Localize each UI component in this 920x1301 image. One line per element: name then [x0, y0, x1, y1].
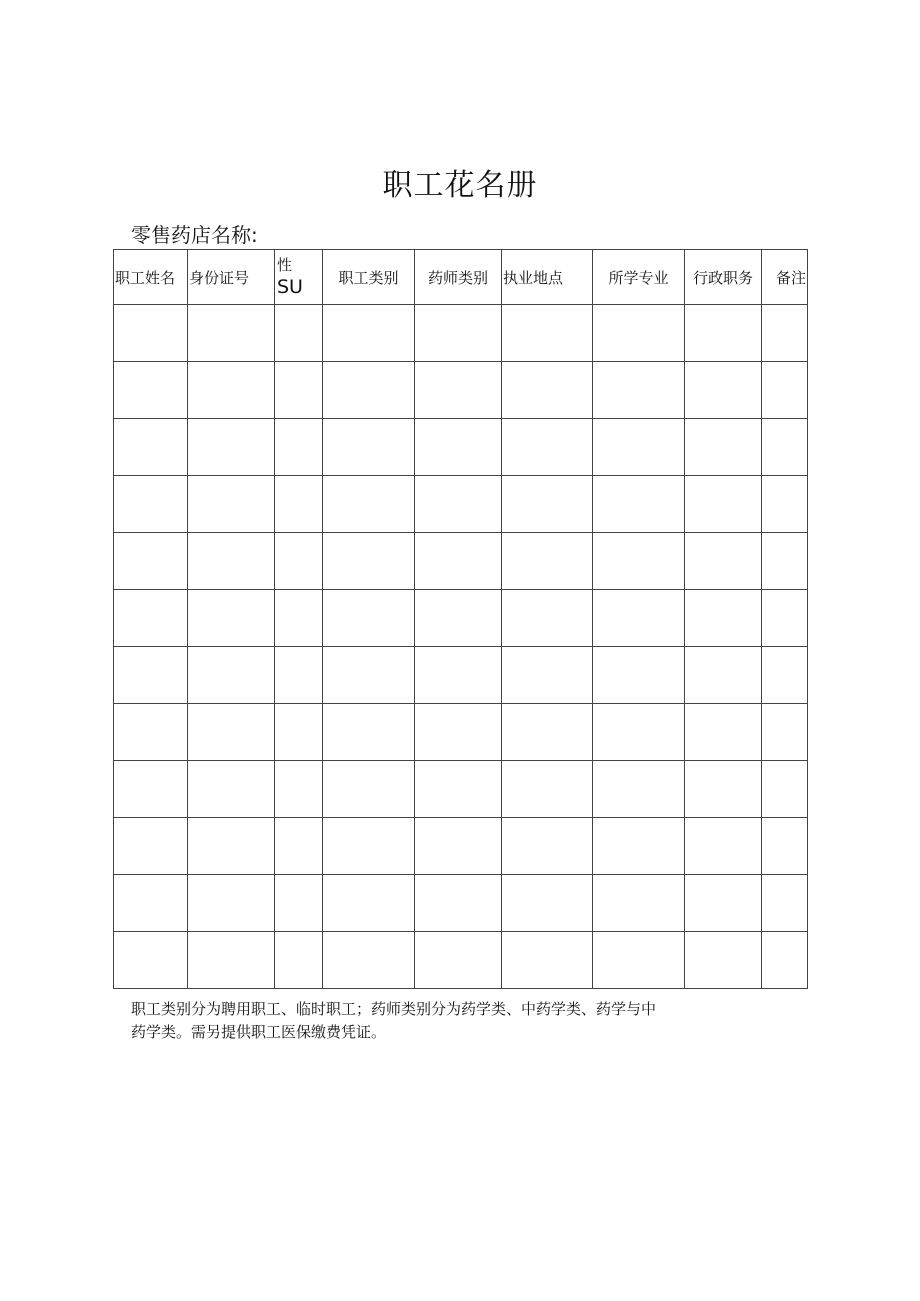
- col-header-id-number: 身份证号: [188, 250, 275, 305]
- cell-id-number[interactable]: [188, 305, 275, 362]
- table-row: [114, 419, 808, 476]
- cell-id-number[interactable]: [188, 761, 275, 818]
- cell-admin-position[interactable]: [685, 533, 762, 590]
- cell-major[interactable]: [593, 419, 685, 476]
- col-header-pharmacist-type: 药师类别: [415, 250, 502, 305]
- cell-name[interactable]: [114, 875, 188, 932]
- cell-gender[interactable]: [275, 875, 323, 932]
- cell-staff-type[interactable]: [323, 305, 415, 362]
- cell-pharmacist-type[interactable]: [415, 476, 502, 533]
- cell-major[interactable]: [593, 761, 685, 818]
- cell-remarks[interactable]: [762, 932, 808, 989]
- cell-gender[interactable]: [275, 590, 323, 647]
- cell-practice-location[interactable]: [502, 647, 593, 704]
- cell-remarks[interactable]: [762, 533, 808, 590]
- cell-major[interactable]: [593, 305, 685, 362]
- cell-remarks[interactable]: [762, 818, 808, 875]
- table-row: [114, 533, 808, 590]
- cell-gender[interactable]: [275, 533, 323, 590]
- cell-name[interactable]: [114, 704, 188, 761]
- cell-gender[interactable]: [275, 362, 323, 419]
- cell-major[interactable]: [593, 932, 685, 989]
- cell-staff-type[interactable]: [323, 647, 415, 704]
- cell-gender[interactable]: [275, 647, 323, 704]
- table-row: [114, 704, 808, 761]
- cell-id-number[interactable]: [188, 590, 275, 647]
- cell-admin-position[interactable]: [685, 704, 762, 761]
- cell-practice-location[interactable]: [502, 932, 593, 989]
- cell-id-number[interactable]: [188, 419, 275, 476]
- cell-admin-position[interactable]: [685, 362, 762, 419]
- cell-name[interactable]: [114, 818, 188, 875]
- table-row: [114, 932, 808, 989]
- col-header-gender-top: 性: [277, 256, 293, 274]
- cell-major[interactable]: [593, 533, 685, 590]
- cell-pharmacist-type[interactable]: [415, 362, 502, 419]
- cell-pharmacist-type[interactable]: [415, 590, 502, 647]
- table-header-row: [114, 250, 808, 305]
- cell-id-number[interactable]: [188, 533, 275, 590]
- cell-staff-type[interactable]: [323, 590, 415, 647]
- cell-name[interactable]: [114, 533, 188, 590]
- table-row: [114, 761, 808, 818]
- cell-id-number[interactable]: [188, 647, 275, 704]
- table-row: [114, 476, 808, 533]
- cell-admin-position[interactable]: [685, 476, 762, 533]
- cell-remarks[interactable]: [762, 704, 808, 761]
- cell-practice-location[interactable]: [502, 704, 593, 761]
- cell-admin-position[interactable]: [685, 419, 762, 476]
- cell-admin-position[interactable]: [685, 932, 762, 989]
- table-row: [114, 305, 808, 362]
- cell-major[interactable]: [593, 362, 685, 419]
- cell-major[interactable]: [593, 647, 685, 704]
- cell-major[interactable]: [593, 704, 685, 761]
- col-header-remarks: 备注: [762, 250, 808, 305]
- cell-major[interactable]: [593, 476, 685, 533]
- cell-admin-position[interactable]: [685, 818, 762, 875]
- cell-gender[interactable]: [275, 761, 323, 818]
- cell-pharmacist-type[interactable]: [415, 932, 502, 989]
- col-header-name: 职工姓名: [114, 250, 188, 305]
- cell-pharmacist-type[interactable]: [415, 533, 502, 590]
- cell-gender[interactable]: [275, 818, 323, 875]
- cell-id-number[interactable]: [188, 932, 275, 989]
- cell-pharmacist-type[interactable]: [415, 305, 502, 362]
- cell-admin-position[interactable]: [685, 761, 762, 818]
- cell-practice-location[interactable]: [502, 875, 593, 932]
- cell-staff-type[interactable]: [323, 761, 415, 818]
- cell-name[interactable]: [114, 419, 188, 476]
- col-header-gender-bottom: SU: [277, 276, 303, 298]
- footnote-line-2: 药学类。需另提供职工医保缴费凭证。: [131, 1023, 387, 1041]
- cell-admin-position[interactable]: [685, 590, 762, 647]
- cell-pharmacist-type[interactable]: [415, 875, 502, 932]
- table-row: [114, 590, 808, 647]
- cell-staff-type[interactable]: [323, 362, 415, 419]
- cell-gender[interactable]: [275, 932, 323, 989]
- cell-id-number[interactable]: [188, 875, 275, 932]
- cell-staff-type[interactable]: [323, 533, 415, 590]
- cell-practice-location[interactable]: [502, 362, 593, 419]
- cell-staff-type[interactable]: [323, 419, 415, 476]
- cell-staff-type[interactable]: [323, 704, 415, 761]
- table-body: [114, 305, 808, 989]
- cell-remarks[interactable]: [762, 875, 808, 932]
- cell-name[interactable]: [114, 362, 188, 419]
- cell-pharmacist-type[interactable]: [415, 818, 502, 875]
- table-row: [114, 647, 808, 704]
- cell-name[interactable]: [114, 761, 188, 818]
- cell-admin-position[interactable]: [685, 875, 762, 932]
- cell-gender[interactable]: [275, 419, 323, 476]
- staff-roster-table: [113, 249, 808, 989]
- col-header-admin-position: 行政职务: [685, 250, 762, 305]
- cell-major[interactable]: [593, 590, 685, 647]
- cell-staff-type[interactable]: [323, 818, 415, 875]
- cell-staff-type[interactable]: [323, 875, 415, 932]
- cell-practice-location[interactable]: [502, 419, 593, 476]
- cell-remarks[interactable]: [762, 590, 808, 647]
- cell-staff-type[interactable]: [323, 476, 415, 533]
- cell-remarks[interactable]: [762, 419, 808, 476]
- cell-gender[interactable]: [275, 476, 323, 533]
- cell-admin-position[interactable]: [685, 647, 762, 704]
- store-name-label: 零售药店名称:: [131, 223, 258, 247]
- cell-id-number[interactable]: [188, 818, 275, 875]
- cell-practice-location[interactable]: [502, 476, 593, 533]
- col-header-practice-location: 执业地点: [502, 250, 593, 305]
- cell-name[interactable]: [114, 647, 188, 704]
- cell-staff-type[interactable]: [323, 932, 415, 989]
- cell-practice-location[interactable]: [502, 590, 593, 647]
- cell-remarks[interactable]: [762, 761, 808, 818]
- cell-pharmacist-type[interactable]: [415, 647, 502, 704]
- cell-id-number[interactable]: [188, 704, 275, 761]
- cell-practice-location[interactable]: [502, 818, 593, 875]
- cell-admin-position[interactable]: [685, 305, 762, 362]
- cell-name[interactable]: [114, 932, 188, 989]
- cell-pharmacist-type[interactable]: [415, 704, 502, 761]
- cell-major[interactable]: [593, 818, 685, 875]
- cell-remarks[interactable]: [762, 647, 808, 704]
- cell-name[interactable]: [114, 476, 188, 533]
- col-header-gender: [275, 250, 323, 305]
- cell-remarks[interactable]: [762, 305, 808, 362]
- cell-practice-location[interactable]: [502, 761, 593, 818]
- cell-gender[interactable]: [275, 305, 323, 362]
- footnote-line-1: 职工类别分为聘用职工、临时职工；药师类别分为药学类、中药学类、药学与中: [131, 1000, 657, 1018]
- footnote: [131, 998, 751, 1044]
- table-row: [114, 362, 808, 419]
- cell-remarks[interactable]: [762, 476, 808, 533]
- cell-remarks[interactable]: [762, 362, 808, 419]
- cell-major[interactable]: [593, 875, 685, 932]
- cell-pharmacist-type[interactable]: [415, 419, 502, 476]
- col-header-staff-type: 职工类别: [323, 250, 415, 305]
- cell-pharmacist-type[interactable]: [415, 761, 502, 818]
- cell-gender[interactable]: [275, 704, 323, 761]
- col-header-major: 所学专业: [593, 250, 685, 305]
- cell-practice-location[interactable]: [502, 533, 593, 590]
- cell-id-number[interactable]: [188, 476, 275, 533]
- cell-id-number[interactable]: [188, 362, 275, 419]
- cell-name[interactable]: [114, 305, 188, 362]
- table-row: [114, 818, 808, 875]
- table-row: [114, 875, 808, 932]
- page-title: 职工花名册: [382, 168, 538, 203]
- cell-practice-location[interactable]: [502, 305, 593, 362]
- cell-name[interactable]: [114, 590, 188, 647]
